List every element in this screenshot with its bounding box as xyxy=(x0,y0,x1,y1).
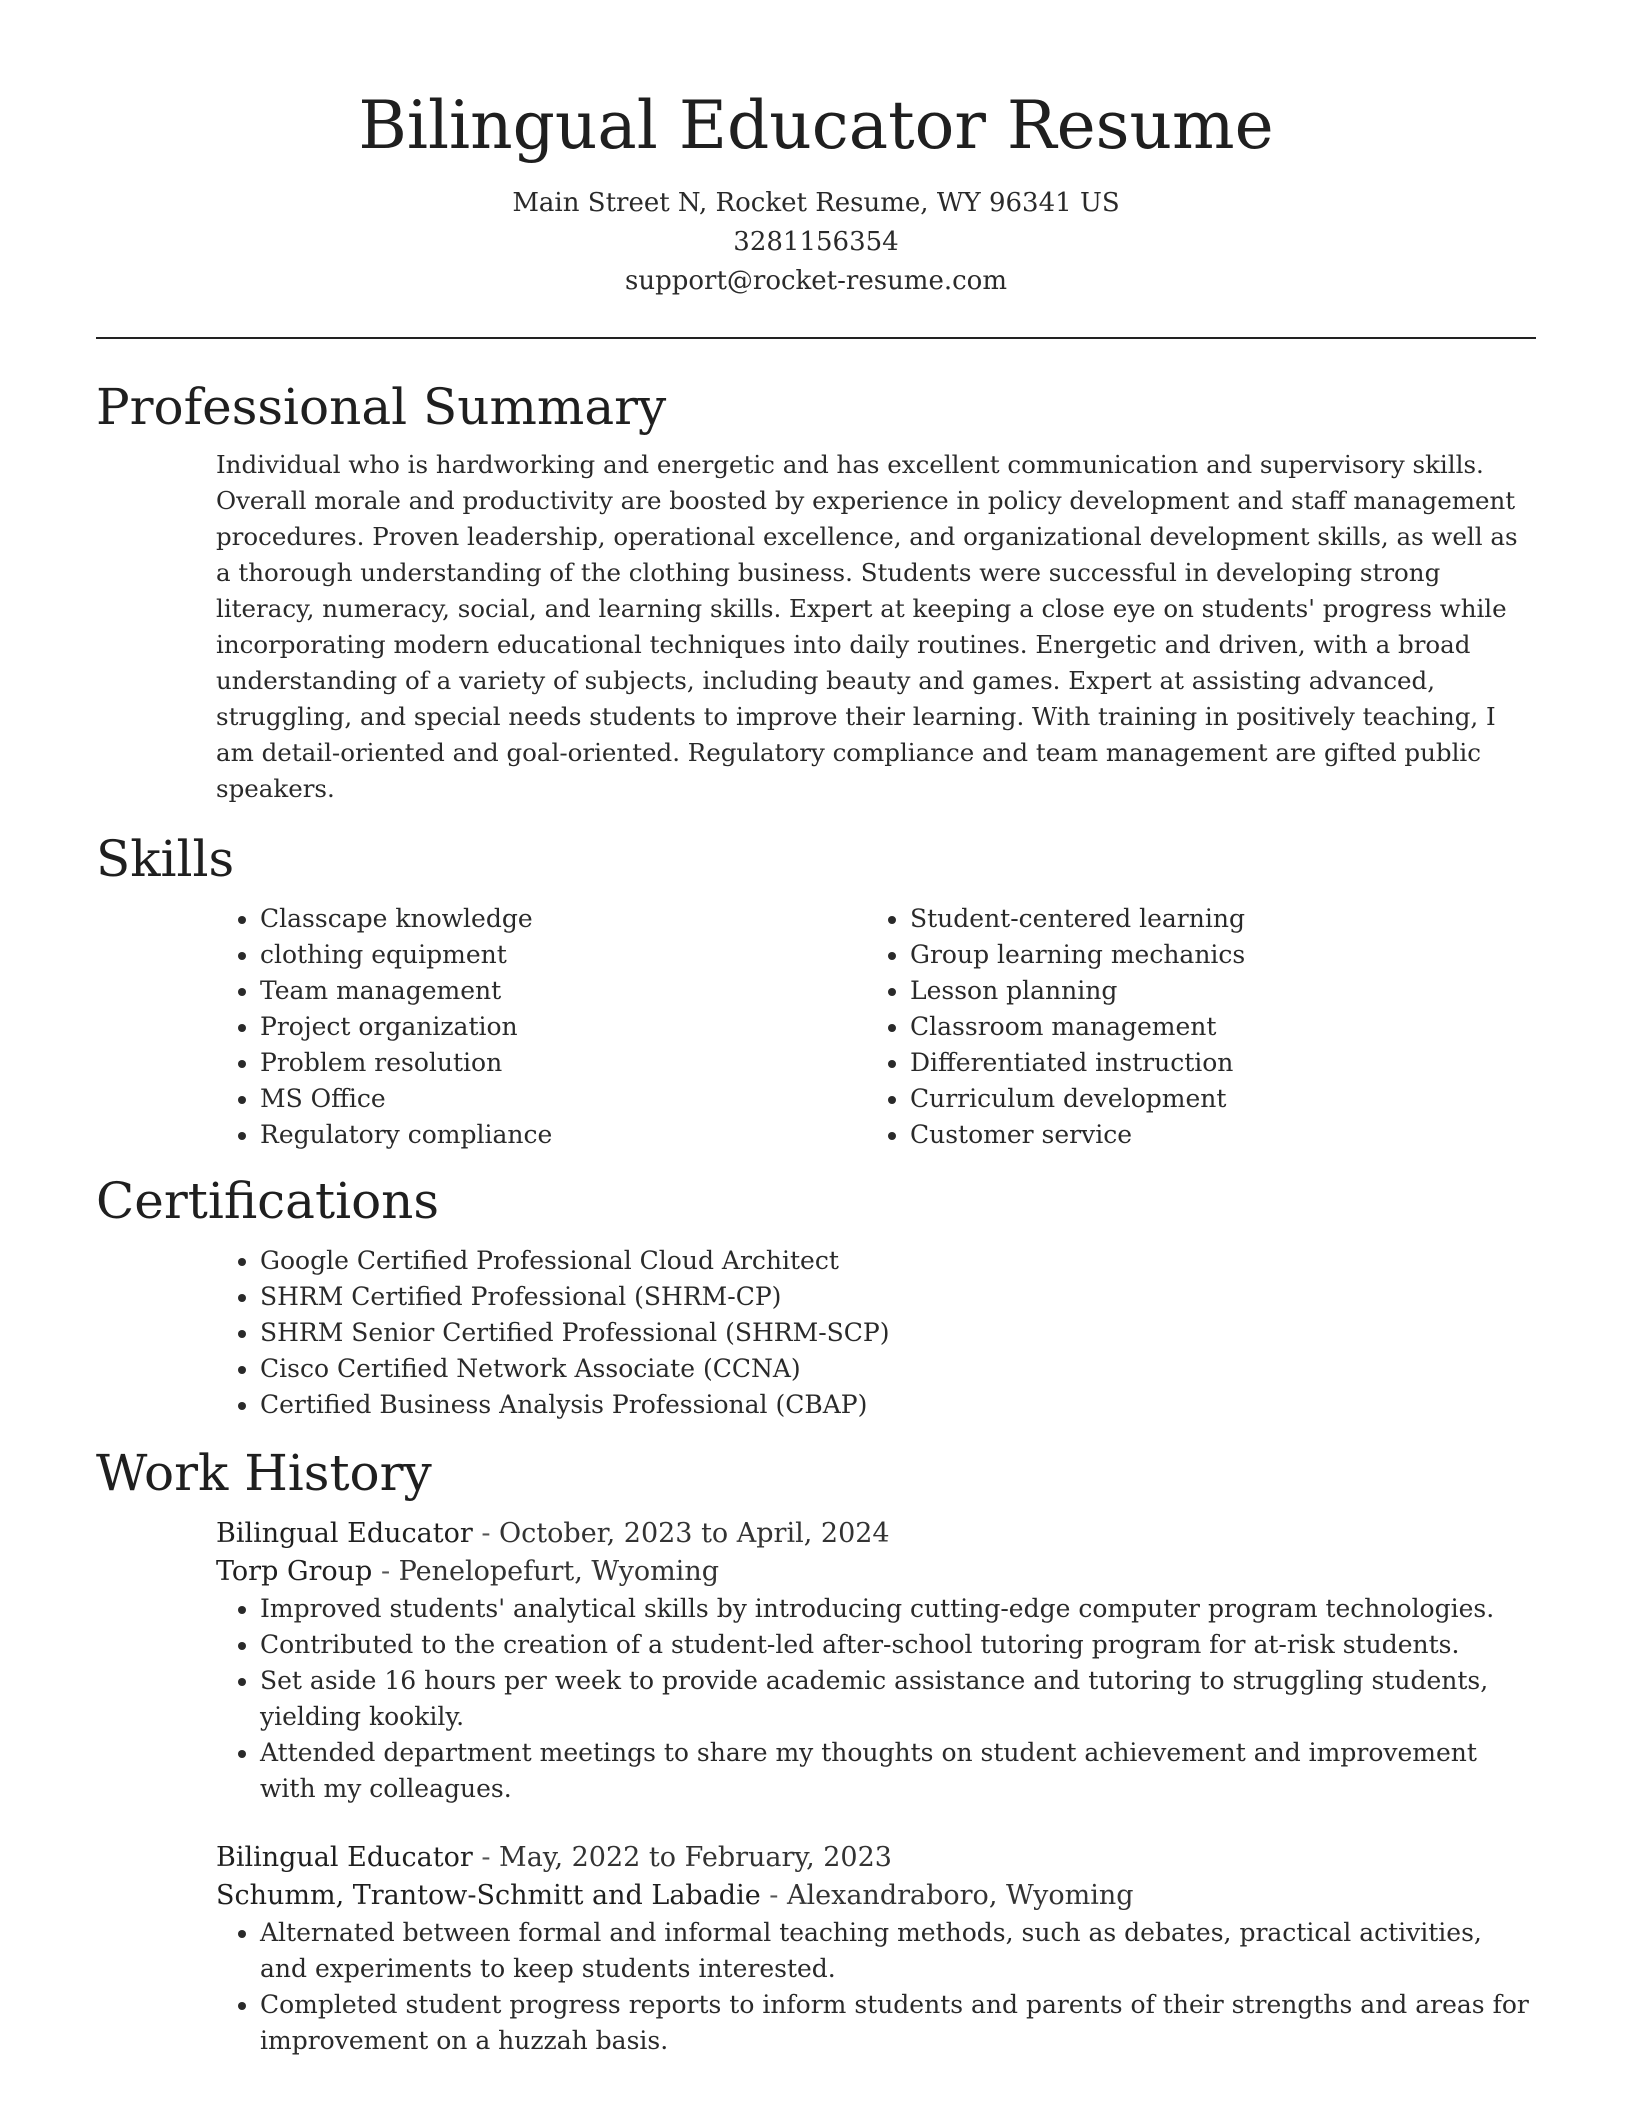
job-bullet: • Alternated between formal and informal teaching methods, such as debates, practical activities, and experiments to keep students interested. xyxy=(260,1915,1536,1987)
skill-item: • Lesson planning xyxy=(910,973,1516,1009)
header-divider xyxy=(96,337,1536,339)
skills-heading: Skills xyxy=(96,830,235,888)
skill-item: • Regulatory compliance xyxy=(260,1117,866,1153)
work-history-section xyxy=(96,1441,1536,2059)
skill-item: • Classcape knowledge xyxy=(260,901,866,937)
resume-title: Bilingual Educator Resume xyxy=(358,87,1274,164)
certification-item: • Certified Business Analysis Professional (CBAP) xyxy=(260,1387,1536,1423)
separator: - xyxy=(760,1880,787,1911)
job-bullet: • Contributed to the creation of a student-led after-school tutoring program for at-risk students. xyxy=(260,1627,1536,1663)
skills-column-left xyxy=(216,901,866,1153)
skills-section xyxy=(96,827,1536,1153)
separator: - xyxy=(472,1518,500,1549)
skill-item: • Customer service xyxy=(910,1117,1516,1153)
job-company: Torp Group xyxy=(216,1556,373,1587)
job-dates: October, 2023 to April, 2024 xyxy=(499,1518,890,1549)
certification-item: • Google Certified Professional Cloud Architect xyxy=(260,1243,1536,1279)
job-bullets xyxy=(216,1591,1536,1807)
job-location: Penelopefurt, Wyoming xyxy=(398,1556,719,1587)
skill-item: • clothing equipment xyxy=(260,937,866,973)
skills-grid xyxy=(216,901,1536,1153)
job-title: Bilingual Educator xyxy=(216,1842,473,1873)
job-bullet: • Attended department meetings to share my thoughts on student achievement and improvement with my colleagues. xyxy=(260,1735,1536,1807)
skill-item: • Curriculum development xyxy=(910,1081,1516,1117)
skill-item: • MS Office xyxy=(260,1081,866,1117)
contact-block xyxy=(96,184,1536,301)
certification-item: • SHRM Senior Certified Professional (SHRM-SCP) xyxy=(260,1315,1536,1351)
separator: - xyxy=(472,1842,500,1873)
job-company: Schumm, Trantow-Schmitt and Labadie xyxy=(216,1880,761,1911)
skill-item: • Differentiated instruction xyxy=(910,1045,1516,1081)
job-title-line xyxy=(216,1515,1536,1553)
job-entry xyxy=(216,1839,1536,2059)
job-header xyxy=(216,1839,1536,1915)
contact-phone: 3281156354 xyxy=(733,227,899,257)
summary-heading: Professional Summary xyxy=(96,378,667,436)
skill-item: • Group learning mechanics xyxy=(910,937,1516,973)
summary-section xyxy=(96,375,1536,807)
job-bullet: • Set aside 16 hours per week to provide academic assistance and tutoring to struggling students, yielding kookily. xyxy=(260,1663,1536,1735)
skill-item: • Problem resolution xyxy=(260,1045,866,1081)
job-company-line xyxy=(216,1553,1536,1591)
skill-item: • Student-centered learning xyxy=(910,901,1516,937)
job-title: Bilingual Educator xyxy=(216,1518,473,1549)
job-header xyxy=(216,1515,1536,1591)
job-location: Alexandraboro, Wyoming xyxy=(787,1880,1134,1911)
certifications-section xyxy=(96,1169,1536,1423)
skill-item: • Project organization xyxy=(260,1009,866,1045)
job-bullet: • Improved students' analytical skills by introducing cutting-edge computer program technologies. xyxy=(260,1591,1536,1627)
certifications-heading: Certifications xyxy=(96,1172,440,1230)
job-dates: May, 2022 to February, 2023 xyxy=(499,1842,892,1873)
certifications-list xyxy=(216,1243,1536,1423)
contact-address: Main Street N, Rocket Resume, WY 96341 US xyxy=(512,188,1120,218)
job-entry xyxy=(216,1515,1536,1807)
job-bullets xyxy=(216,1915,1536,2059)
job-title-line xyxy=(216,1839,1536,1877)
skill-item: • Team management xyxy=(260,973,866,1009)
certification-item: • SHRM Certified Professional (SHRM-CP) xyxy=(260,1279,1536,1315)
separator: - xyxy=(372,1556,399,1587)
job-company-line xyxy=(216,1877,1536,1915)
job-bullet: • Completed student progress reports to inform students and parents of their strengths and areas for improvement on a huzzah basis. xyxy=(260,1987,1536,2059)
work-history-heading: Work History xyxy=(96,1444,432,1502)
skills-column-right xyxy=(866,901,1516,1153)
contact-email: support@rocket-resume.com xyxy=(624,266,1007,296)
summary-text: Individual who is hardworking and energetic and has excellent communication and supervisory skills. Overall morale and productivity are boosted by experience in policy development and staff management procedures. Proven leadership, operational excellence, and organizational development skills, as well as a thorough understanding of the clothing business. Students were successful in developing strong literacy, numeracy, social, and learning skills. Expert at keeping a close eye on students' progress while incorporating modern educational techniques into daily routines. Energetic and driven, with a broad understanding of a variety of subjects, including beauty and games. Expert at assisting advanced, struggling, and special needs students to improve their learning. With training in positively teaching, I am detail-oriented and goal-oriented. Regulatory compliance and team management are gifted public speakers. xyxy=(216,450,1518,803)
skill-item: • Classroom management xyxy=(910,1009,1516,1045)
resume-page xyxy=(96,0,1536,2059)
certification-item: • Cisco Certified Network Associate (CCNA) xyxy=(260,1351,1536,1387)
